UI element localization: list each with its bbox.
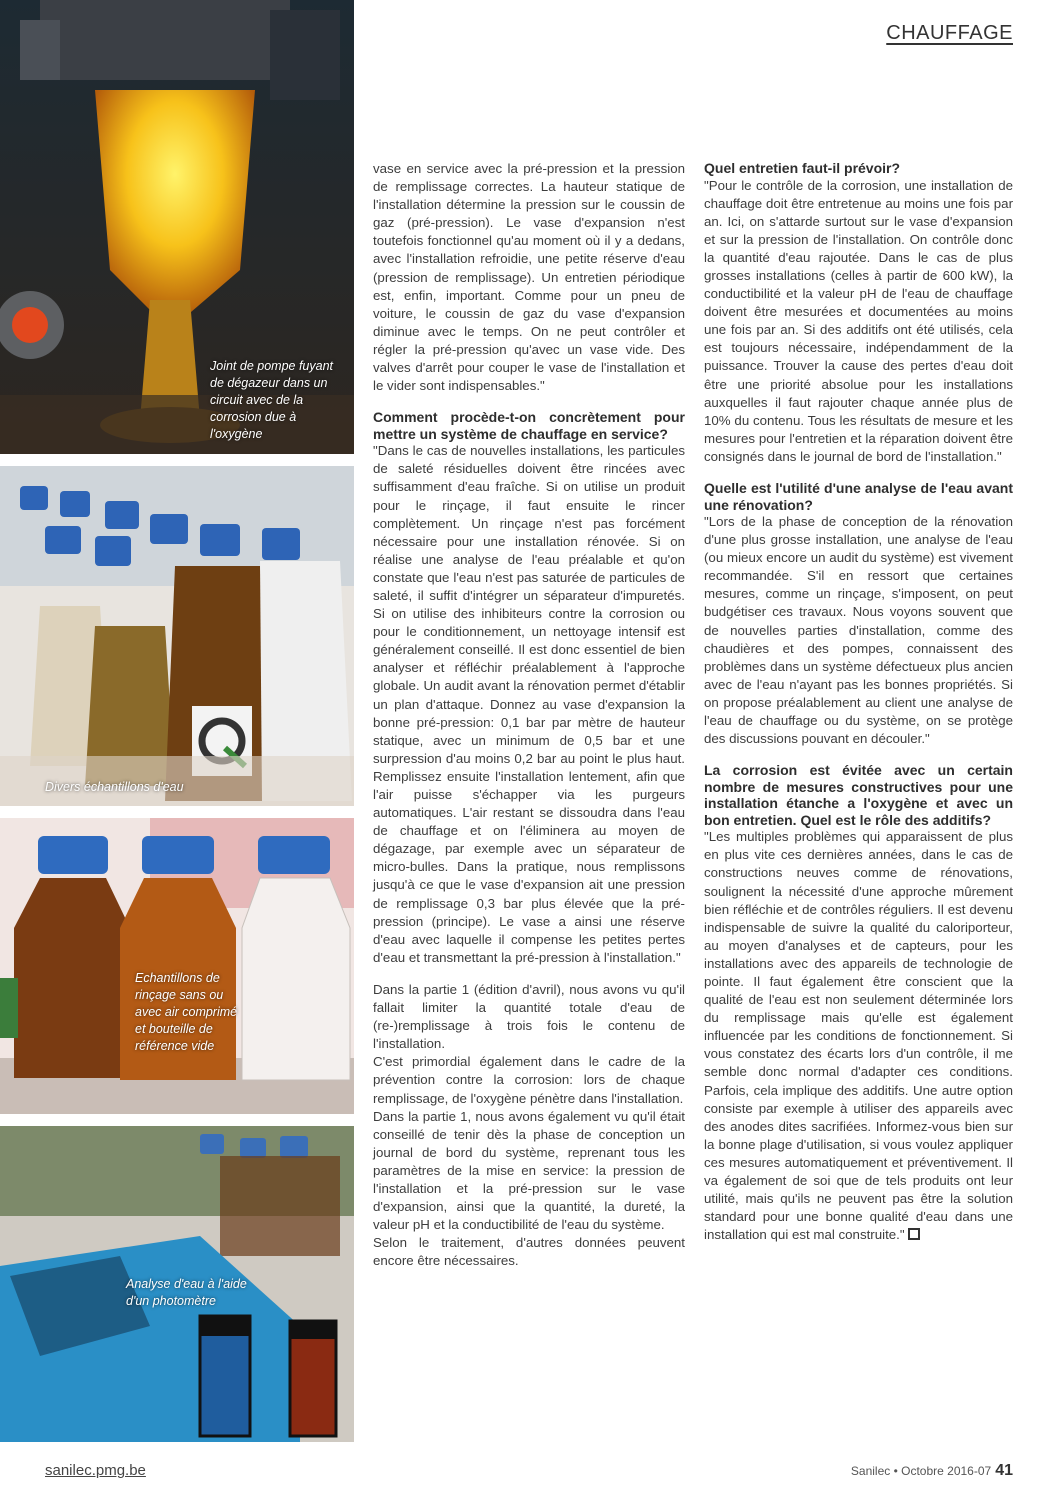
paragraph: Dans la partie 1 (édition d'avril), nous avons vu qu'il fallait limiter la quantité totale d'eau de (re-)remplissage à trois fois le contenu de l'installation. [373,981,685,1052]
photo-rinsing-samples [0,818,354,1114]
photo-pump-corrosion [0,0,354,454]
page-number: 41 [995,1462,1013,1479]
footer-issue [851,1462,1013,1480]
article-column-middle [373,160,685,1270]
photo-water-samples [0,466,354,806]
issue-label: Sanilec • Octobre 2016-07 [850,1464,992,1478]
paragraph: Selon le traitement, d'autres données peuvent encore être nécessaires. [373,1235,685,1269]
heading-mise-en-service: Comment procède-t-on concrètement pour mettre un système de chauffage en service? [373,409,685,442]
footer-website[interactable]: sanilec.pmg.be [45,1462,146,1479]
paragraph-final [704,828,1013,1244]
section-title: CHAUFFAGE [886,22,1013,44]
end-mark-icon [908,1228,920,1240]
heading-corrosion-additifs: La corrosion est évitée avec un certain nombre de mesures constructives pour une installation étanche a l'oxygène et avec un bon entretien. Quel est le rôle des additifs? [704,762,1013,828]
photo-caption: Divers échantillons d'eau [45,780,184,794]
photo-caption: Echantillons de rinçage sans ou avec air comprimé et bouteille de référence vide [135,971,238,1053]
heading-analyse-eau: Quelle est l'utilité d'une analyse de l'eau avant une rénovation? [704,480,1013,513]
paragraph: "Dans le cas de nouvelles installations, les particules de saleté résiduelles doivent être rincées avec suffisamment d'eau fraîche. Si on utilise un produit pour le rinçage, il faut ensuite le rincer complètement. Un rinçage n'est pas forcément nécessaire pour une installation rénovée. Si on réalise une analyse de l'eau préalable et qu'on constate que l'eau n'est pas saturée de particules de saleté, il suffit d'intégrer un séparateur d'impuretés. Si on utilise des inhibiteurs contre la corrosion ou pour le conditionnement, un nettoyage intensif est généralement conseillé. Il est donc essentiel de bien analyser et réfléchir préalablement à l'approche globale. Un audit avant la rénovation permet d'établir un plan d'attaque. Donnez au vase d'expansion la bonne pré-pression: 0,1 bar par mètre de hauteur statique, avec un minimum de 0,5 bar et une surpression d'au moins 0,2 bar au point le plus haut. Remplissez ensuite l'installation lentement, afin que l'air puisse s'échapper via les purgeurs automatiques. L'air restant se dissoudra dans l'eau de chauffage et on l'éliminera au moyen de dégazage, par exemple avec un séparateur de micro-bulles. Dans la pratique, nous remplissons jusqu'à ce que le vase d'expansion ait une pression de remplissage 0,3 bar plus élevée que la pré-pression (principe). Le vase a ainsi une réserve d'eau avec laquelle il compense les petites pertes d'eau et transmettant la pré-pression à l'installation." [373,443,685,965]
bottles-illustration [0,466,354,806]
paragraph: "Pour le contrôle de la corrosion, une installation de chauffage doit être entretenue au moins une fois par an. Ici, on s'attarde surtout sur le vase d'expansion et sur la pression de l'installation. On contrôle donc la quantité d'eau rajoutée. Dans le cas de plus grosses installations (celles à partir de 600 kW), la conductibilité et la valeur pH de l'eau de chauffage doivent être mesurées et documentées au moins une fois par an. Si des additifs ont été utilisés, cela est toujours nécessaire, indépendamment de la puissance. Trouver la cause des pertes d'eau doit être une priorité absolue pour les installations auxquelles il faut rajouter chaque année plus de 10% du contenu. Tous les résultats de mesure et les mesures pour l'entretien et la réparation doivent être consignés dans le journal de bord de l'installation." [704,177,1013,464]
photo-caption: Joint de pompe fuyant de dégazeur dans un circuit avec de la corrosion due à l'oxygène [210,359,333,441]
article-column-right [704,160,1013,1244]
rinse-bottles-illustration [0,818,354,1114]
photo-photometer [0,1126,354,1442]
heading-entretien: Quel entretien faut-il prévoir? [704,160,901,176]
paragraph: vase en service avec la pré-pression et la pression de remplissage correctes. La hauteur statique de l'installation détermine la pression sur le coussin de gaz (pré-pression). Le vase d'expansion n'est toutefois fonctionnel qu'au moment où il y a dedans, avec l'installation refroidie, une petite réserve d'eau (pression de remplissage). Un entretien périodique est, enfin, important. Comme pour un pneu de voiture, le coussin de gaz du vase d'expansion diminue avec le temps. On ne peut contrôler et régler la pré-pression qu'avec un vase vide. Des valves d'arrêt pour couper le vase de l'installation et le vider sont indispensables." [373,161,685,394]
paragraph: "Lors de la phase de conception de la rénovation d'une plus grosse installation, une analyse de l'eau (ou mieux encore un audit du système) est vivement recommandée. S'il en ressort que certaines mesures, comme un rinçage, s'imposent, on peut budgétiser ces travaux. Nous voyons souvent que de nouvelles parties d'installation, comme des chaudières et des pompes, connaissent des problèmes dans un système défectueux plus ancien avec de l'eau n'ayant pas les bonnes propriétés. Si on propose préalablement au client une analyse de l'eau de chauffage ou du système, on se protège des discussions pouvant en découler." [704,514,1013,747]
paragraph: C'est primordial également dans le cadre de la prévention contre la corrosion: lors de chaque remplissage, de l'oxygène pénètre dans l'installation. [373,1054,685,1106]
photo-caption: Analyse d'eau à l'aide d'un photomètre [126,1277,247,1308]
paragraph: Dans la partie 1, nous avons également vu qu'il était conseillé de tenir dès la phase de conception un journal de bord du système, reprenant tous les paramètres de la mise en service: la pression de l'installation et la pré-pression sur le vase d'expansion, ainsi que la quantité, la dureté, la valeur pH et la conductibilité de l'eau du système. [373,1108,685,1233]
paragraph-text: "Les multiples problèmes qui apparaissent de plus en plus vite ces dernières années, dans le cas de constructions neuves comme de rénovations, soulignent la nécessité d'une approche mûrement bien réfléchie et de contrôles réguliers. Il est devenu indispensable de suivre la qualité du caloriporteur, au moyen d'analyses et de capteurs, pour les installations avec des appareils de technologie de pointe. Il faut également être conscient que la qualité de l'eau est non seulement déterminée lors du remplissage mais qu'elle est également influencée par les conditions de fonctionnement. Si vous constatez des écarts lors d'un contrôle, il me semble donc normal d'adapter ces conditions. Parfois, cela implique des additifs. Une autre option consiste par exemple à utiliser des appareils avec des anodes dites sacrifiées. Informez-vous bien sur la bonne plage d'utilisation, si vous voulez appliquer ces mesures automatiquement et préventivement. Il va également de soi que de tels produits ont leur utilité, mais qu'ils ne peuvent pas être la solution standard pour une bonne qualité d'eau dans une installation qui est mal construite." [704,829,1013,1243]
